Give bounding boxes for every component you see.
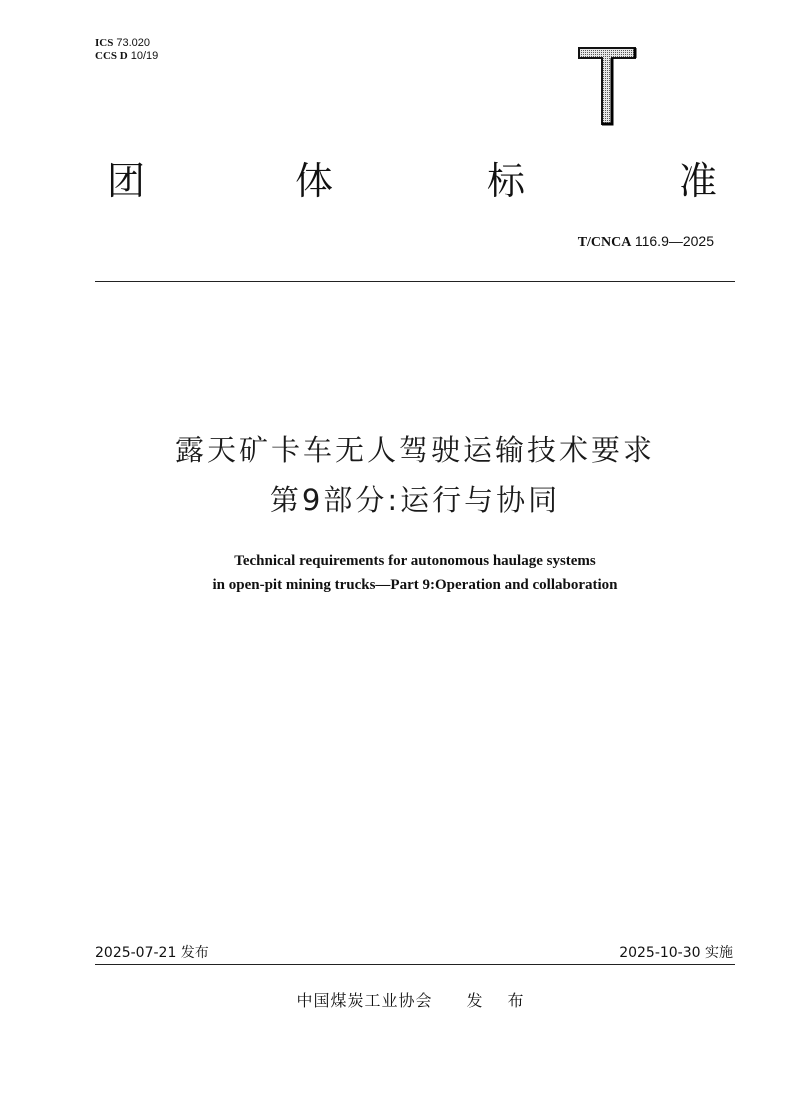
classification-codes xyxy=(95,37,158,63)
issuer-name: 中国煤炭工业协会 xyxy=(296,991,433,1010)
standard-type-char: 团 xyxy=(107,159,146,203)
standard-type-char: 体 xyxy=(295,159,334,203)
standard-number-prefix: T/CNCA xyxy=(577,235,632,250)
implement-date: 2025-10-30 实施 xyxy=(619,945,733,961)
ccs-value: 10/19 xyxy=(130,50,159,62)
title-cn-line2: 第9部分:运行与协同 xyxy=(269,483,561,517)
standard-number-value: 116.9—2025 xyxy=(634,233,714,249)
standard-type-char: 标 xyxy=(487,159,526,203)
ics-value: 73.020 xyxy=(116,37,150,49)
title-en-line2: in open-pit mining trucks—Part 9:Operation and collaboration xyxy=(212,577,618,593)
ics-label: ICS xyxy=(95,37,114,49)
title-cn-line1: 露天矿卡车无人驾驶运输技术要求 xyxy=(174,433,655,467)
title-en-line1: Technical requirements for autonomous haulage systems xyxy=(234,553,596,569)
standard-type-heading xyxy=(95,158,735,208)
issuer-line xyxy=(95,988,735,1011)
bottom-divider xyxy=(95,964,735,965)
standard-type-char: 准 xyxy=(679,159,718,203)
standard-number xyxy=(578,233,714,251)
ccs-label: CCS D xyxy=(95,50,128,62)
issuer-action: 发 布 xyxy=(466,991,534,1010)
t-standard-logo xyxy=(577,46,637,126)
ccs-code xyxy=(95,50,158,63)
publish-date: 2025-07-21 发布 xyxy=(95,945,209,961)
top-divider xyxy=(95,281,735,282)
ics-code xyxy=(95,37,158,50)
